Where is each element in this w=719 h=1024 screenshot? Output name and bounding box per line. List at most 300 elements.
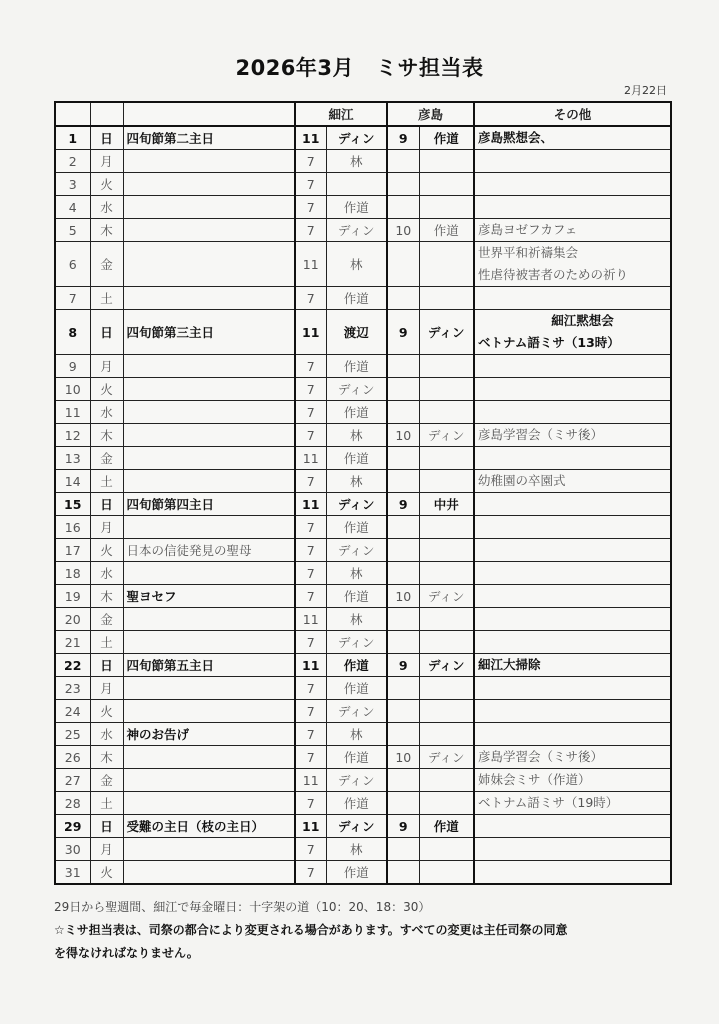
table-row bbox=[55, 769, 671, 792]
footer-notes bbox=[54, 896, 684, 965]
hikoshima-priest-cell: 中井 bbox=[419, 493, 474, 516]
hosoe-time-cell: 11 bbox=[295, 242, 326, 287]
feast-cell bbox=[123, 355, 295, 378]
other-note: 細江大掃除 bbox=[478, 657, 541, 672]
hikoshima-priest-cell bbox=[419, 769, 474, 792]
hosoe-priest-cell: ディン bbox=[326, 539, 387, 562]
hikoshima-priest-cell: 作道 bbox=[419, 815, 474, 838]
other-cell bbox=[474, 126, 671, 150]
hikoshima-priest-cell: 作道 bbox=[419, 219, 474, 242]
weekday-cell: 土 bbox=[90, 792, 123, 815]
hikoshima-priest-cell bbox=[419, 173, 474, 196]
hikoshima-time-cell bbox=[387, 861, 419, 885]
hikoshima-priest-cell: ディン bbox=[419, 654, 474, 677]
feast-cell bbox=[123, 378, 295, 401]
day-cell: 29 bbox=[55, 815, 90, 838]
hikoshima-priest-cell bbox=[419, 631, 474, 654]
other-note: ベトナム語ミサ（19時） bbox=[478, 795, 619, 810]
other-cell bbox=[474, 608, 671, 631]
hosoe-priest-cell: 林 bbox=[326, 608, 387, 631]
hikoshima-priest-cell bbox=[419, 196, 474, 219]
hosoe-priest-cell: 作道 bbox=[326, 196, 387, 219]
table-row bbox=[55, 219, 671, 242]
weekday-cell: 土 bbox=[90, 631, 123, 654]
other-note: 彦島学習会（ミサ後） bbox=[478, 427, 604, 442]
hosoe-time-cell: 11 bbox=[295, 769, 326, 792]
hosoe-priest-cell: ディン bbox=[326, 631, 387, 654]
hikoshima-priest-cell bbox=[419, 516, 474, 539]
table-row bbox=[55, 585, 671, 608]
day-cell: 5 bbox=[55, 219, 90, 242]
hosoe-priest-cell: ディン bbox=[326, 126, 387, 150]
hosoe-time-cell: 7 bbox=[295, 585, 326, 608]
change-notice-line2: を得なければなりません。 bbox=[54, 946, 199, 960]
other-cell bbox=[474, 746, 671, 769]
hikoshima-time-cell bbox=[387, 196, 419, 219]
weekday-cell: 日 bbox=[90, 815, 123, 838]
other-cell bbox=[474, 378, 671, 401]
table-row bbox=[55, 378, 671, 401]
hikoshima-priest-cell: ディン bbox=[419, 746, 474, 769]
feast-cell bbox=[123, 769, 295, 792]
day-cell: 7 bbox=[55, 287, 90, 310]
hosoe-priest-cell: 林 bbox=[326, 723, 387, 746]
hosoe-priest-cell: ディン bbox=[326, 493, 387, 516]
day-cell: 15 bbox=[55, 493, 90, 516]
other-cell bbox=[474, 585, 671, 608]
other-note: 細江黙想会 bbox=[551, 313, 614, 328]
day-cell: 11 bbox=[55, 401, 90, 424]
hosoe-time-cell: 11 bbox=[295, 654, 326, 677]
day-cell: 28 bbox=[55, 792, 90, 815]
hikoshima-time-cell: 9 bbox=[387, 654, 419, 677]
hosoe-priest-cell: 林 bbox=[326, 150, 387, 173]
day-cell: 19 bbox=[55, 585, 90, 608]
day-cell: 9 bbox=[55, 355, 90, 378]
hikoshima-time-cell: 10 bbox=[387, 746, 419, 769]
other-note: 姉妹会ミサ（作道） bbox=[478, 772, 591, 787]
table-row bbox=[55, 493, 671, 516]
hikoshima-time-cell bbox=[387, 150, 419, 173]
hikoshima-time-cell bbox=[387, 700, 419, 723]
hosoe-time-cell: 7 bbox=[295, 470, 326, 493]
table-row bbox=[55, 401, 671, 424]
other-cell bbox=[474, 424, 671, 447]
feast-cell: 四旬節第五主日 bbox=[123, 654, 295, 677]
hosoe-time-cell: 7 bbox=[295, 562, 326, 585]
page-title bbox=[0, 52, 719, 82]
weekday-cell: 日 bbox=[90, 310, 123, 355]
hikoshima-priest-cell bbox=[419, 150, 474, 173]
table-row bbox=[55, 173, 671, 196]
hikoshima-priest-cell: ディン bbox=[419, 424, 474, 447]
weekday-cell: 火 bbox=[90, 861, 123, 885]
feast-cell bbox=[123, 219, 295, 242]
issue-date: 2月22日 bbox=[624, 84, 667, 97]
hosoe-priest-cell: 作道 bbox=[326, 287, 387, 310]
hosoe-time-cell: 7 bbox=[295, 723, 326, 746]
holy-week-note: 29日から聖週間、細江で毎金曜日：十字架の道（10：20、18：30） bbox=[54, 900, 431, 914]
weekday-cell: 日 bbox=[90, 493, 123, 516]
header-hosoe: 細江 bbox=[295, 102, 387, 126]
hosoe-priest-cell: ディン bbox=[326, 815, 387, 838]
weekday-cell: 金 bbox=[90, 242, 123, 287]
hosoe-priest-cell: 林 bbox=[326, 470, 387, 493]
other-cell bbox=[474, 287, 671, 310]
header-hikoshima: 彦島 bbox=[387, 102, 474, 126]
weekday-cell: 月 bbox=[90, 516, 123, 539]
table-row bbox=[55, 792, 671, 815]
hosoe-priest-cell: 作道 bbox=[326, 792, 387, 815]
hikoshima-time-cell bbox=[387, 401, 419, 424]
hikoshima-time-cell: 9 bbox=[387, 126, 419, 150]
weekday-cell: 金 bbox=[90, 769, 123, 792]
hikoshima-priest-cell: ディン bbox=[419, 310, 474, 355]
hosoe-priest-cell: 作道 bbox=[326, 861, 387, 885]
feast-cell bbox=[123, 516, 295, 539]
hikoshima-time-cell: 9 bbox=[387, 493, 419, 516]
hikoshima-priest-cell bbox=[419, 700, 474, 723]
weekday-cell: 火 bbox=[90, 539, 123, 562]
header-day bbox=[55, 102, 90, 126]
other-cell bbox=[474, 173, 671, 196]
weekday-cell: 月 bbox=[90, 355, 123, 378]
day-cell: 23 bbox=[55, 677, 90, 700]
hosoe-priest-cell: ディン bbox=[326, 700, 387, 723]
hikoshima-priest-cell bbox=[419, 562, 474, 585]
hosoe-time-cell: 11 bbox=[295, 815, 326, 838]
hikoshima-priest-cell bbox=[419, 287, 474, 310]
weekday-cell: 金 bbox=[90, 608, 123, 631]
hikoshima-time-cell bbox=[387, 242, 419, 287]
table-row bbox=[55, 287, 671, 310]
header-feast bbox=[123, 102, 295, 126]
hikoshima-time-cell: 10 bbox=[387, 585, 419, 608]
hikoshima-priest-cell bbox=[419, 401, 474, 424]
weekday-cell: 月 bbox=[90, 150, 123, 173]
feast-cell: 聖ヨセフ bbox=[123, 585, 295, 608]
feast-cell: 四旬節第四主日 bbox=[123, 493, 295, 516]
weekday-cell: 月 bbox=[90, 677, 123, 700]
hosoe-time-cell: 7 bbox=[295, 700, 326, 723]
day-cell: 12 bbox=[55, 424, 90, 447]
day-cell: 2 bbox=[55, 150, 90, 173]
feast-cell: 四旬節第三主日 bbox=[123, 310, 295, 355]
table-header-row bbox=[55, 102, 671, 126]
feast-cell bbox=[123, 838, 295, 861]
hikoshima-priest-cell bbox=[419, 470, 474, 493]
feast-cell bbox=[123, 861, 295, 885]
weekday-cell: 木 bbox=[90, 585, 123, 608]
other-note: 世界平和祈禱集会 bbox=[478, 245, 579, 260]
other-cell bbox=[474, 196, 671, 219]
hosoe-time-cell: 7 bbox=[295, 792, 326, 815]
table-row bbox=[55, 126, 671, 150]
hikoshima-time-cell bbox=[387, 516, 419, 539]
hikoshima-time-cell bbox=[387, 631, 419, 654]
day-cell: 27 bbox=[55, 769, 90, 792]
weekday-cell: 土 bbox=[90, 287, 123, 310]
day-cell: 20 bbox=[55, 608, 90, 631]
table-row bbox=[55, 654, 671, 677]
other-note: ベトナム語ミサ（13時） bbox=[478, 335, 620, 350]
day-cell: 17 bbox=[55, 539, 90, 562]
table-row bbox=[55, 723, 671, 746]
feast-cell bbox=[123, 677, 295, 700]
hikoshima-priest-cell bbox=[419, 861, 474, 885]
hikoshima-time-cell bbox=[387, 447, 419, 470]
hikoshima-time-cell bbox=[387, 608, 419, 631]
day-cell: 26 bbox=[55, 746, 90, 769]
hosoe-time-cell: 7 bbox=[295, 355, 326, 378]
hikoshima-time-cell bbox=[387, 378, 419, 401]
hosoe-time-cell: 11 bbox=[295, 310, 326, 355]
table-row bbox=[55, 424, 671, 447]
table-row bbox=[55, 516, 671, 539]
hikoshima-time-cell: 10 bbox=[387, 219, 419, 242]
hikoshima-time-cell bbox=[387, 287, 419, 310]
title-month: 2026年3月 bbox=[235, 56, 355, 80]
hosoe-priest-cell: 林 bbox=[326, 562, 387, 585]
hikoshima-priest-cell: 作道 bbox=[419, 126, 474, 150]
hikoshima-time-cell bbox=[387, 769, 419, 792]
table-row bbox=[55, 539, 671, 562]
other-cell bbox=[474, 769, 671, 792]
hikoshima-priest-cell bbox=[419, 838, 474, 861]
hosoe-priest-cell: 作道 bbox=[326, 677, 387, 700]
other-note: 彦島黙想会、 bbox=[478, 130, 554, 145]
hosoe-time-cell: 7 bbox=[295, 631, 326, 654]
day-cell: 16 bbox=[55, 516, 90, 539]
hosoe-priest-cell: 作道 bbox=[326, 654, 387, 677]
feast-cell: 受難の主日（枝の主日） bbox=[123, 815, 295, 838]
hikoshima-time-cell bbox=[387, 723, 419, 746]
feast-cell: 四旬節第二主日 bbox=[123, 126, 295, 150]
feast-cell bbox=[123, 424, 295, 447]
other-cell bbox=[474, 815, 671, 838]
weekday-cell: 火 bbox=[90, 378, 123, 401]
hikoshima-time-cell: 9 bbox=[387, 815, 419, 838]
hikoshima-priest-cell: ディン bbox=[419, 585, 474, 608]
hosoe-time-cell: 7 bbox=[295, 150, 326, 173]
other-cell bbox=[474, 861, 671, 885]
table-row bbox=[55, 310, 671, 355]
weekday-cell: 月 bbox=[90, 838, 123, 861]
hosoe-priest-cell: 作道 bbox=[326, 355, 387, 378]
hosoe-time-cell: 7 bbox=[295, 401, 326, 424]
other-cell bbox=[474, 310, 671, 355]
other-cell bbox=[474, 516, 671, 539]
hikoshima-time-cell bbox=[387, 355, 419, 378]
hikoshima-time-cell bbox=[387, 677, 419, 700]
other-cell bbox=[474, 700, 671, 723]
other-cell bbox=[474, 242, 671, 287]
day-cell: 3 bbox=[55, 173, 90, 196]
hosoe-priest-cell: 作道 bbox=[326, 746, 387, 769]
hikoshima-time-cell: 10 bbox=[387, 424, 419, 447]
day-cell: 30 bbox=[55, 838, 90, 861]
weekday-cell: 木 bbox=[90, 219, 123, 242]
day-cell: 22 bbox=[55, 654, 90, 677]
hosoe-priest-cell: 作道 bbox=[326, 585, 387, 608]
table-row bbox=[55, 562, 671, 585]
hosoe-priest-cell: 林 bbox=[326, 424, 387, 447]
day-cell: 8 bbox=[55, 310, 90, 355]
weekday-cell: 火 bbox=[90, 700, 123, 723]
hosoe-time-cell: 7 bbox=[295, 539, 326, 562]
hosoe-time-cell: 11 bbox=[295, 608, 326, 631]
table-row bbox=[55, 242, 671, 287]
table-row bbox=[55, 150, 671, 173]
hikoshima-priest-cell bbox=[419, 723, 474, 746]
weekday-cell: 土 bbox=[90, 470, 123, 493]
table-row bbox=[55, 815, 671, 838]
other-cell bbox=[474, 562, 671, 585]
hikoshima-priest-cell bbox=[419, 378, 474, 401]
day-cell: 31 bbox=[55, 861, 90, 885]
hikoshima-time-cell bbox=[387, 173, 419, 196]
other-cell bbox=[474, 539, 671, 562]
feast-cell: 神のお告げ bbox=[123, 723, 295, 746]
other-cell bbox=[474, 677, 671, 700]
title-name: ミサ担当表 bbox=[376, 56, 484, 80]
other-cell bbox=[474, 631, 671, 654]
other-note: 性虐待被害者のための祈り bbox=[478, 267, 629, 282]
other-note: 幼稚園の卒園式 bbox=[478, 473, 566, 488]
day-cell: 18 bbox=[55, 562, 90, 585]
day-cell: 25 bbox=[55, 723, 90, 746]
weekday-cell: 金 bbox=[90, 447, 123, 470]
table-row bbox=[55, 608, 671, 631]
other-cell bbox=[474, 470, 671, 493]
hikoshima-priest-cell bbox=[419, 447, 474, 470]
feast-cell bbox=[123, 401, 295, 424]
day-cell: 1 bbox=[55, 126, 90, 150]
other-cell bbox=[474, 838, 671, 861]
hikoshima-time-cell bbox=[387, 470, 419, 493]
feast-cell bbox=[123, 196, 295, 219]
table-row bbox=[55, 700, 671, 723]
weekday-cell: 水 bbox=[90, 401, 123, 424]
hikoshima-time-cell: 9 bbox=[387, 310, 419, 355]
hikoshima-time-cell bbox=[387, 562, 419, 585]
other-cell bbox=[474, 723, 671, 746]
hikoshima-priest-cell bbox=[419, 355, 474, 378]
hosoe-priest-cell: 作道 bbox=[326, 447, 387, 470]
hikoshima-time-cell bbox=[387, 792, 419, 815]
weekday-cell: 火 bbox=[90, 173, 123, 196]
hosoe-time-cell: 7 bbox=[295, 746, 326, 769]
other-cell bbox=[474, 150, 671, 173]
hosoe-priest-cell: 作道 bbox=[326, 516, 387, 539]
hosoe-time-cell: 7 bbox=[295, 287, 326, 310]
feast-cell bbox=[123, 287, 295, 310]
hosoe-priest-cell: ディン bbox=[326, 219, 387, 242]
hosoe-priest-cell: 林 bbox=[326, 838, 387, 861]
hosoe-time-cell: 7 bbox=[295, 173, 326, 196]
hosoe-priest-cell: ディン bbox=[326, 378, 387, 401]
weekday-cell: 水 bbox=[90, 196, 123, 219]
day-cell: 6 bbox=[55, 242, 90, 287]
weekday-cell: 日 bbox=[90, 126, 123, 150]
weekday-cell: 木 bbox=[90, 746, 123, 769]
hosoe-time-cell: 11 bbox=[295, 447, 326, 470]
day-cell: 21 bbox=[55, 631, 90, 654]
hosoe-time-cell: 7 bbox=[295, 219, 326, 242]
other-cell bbox=[474, 792, 671, 815]
table-row bbox=[55, 355, 671, 378]
weekday-cell: 水 bbox=[90, 723, 123, 746]
hikoshima-priest-cell bbox=[419, 242, 474, 287]
other-note: 彦島学習会（ミサ後） bbox=[478, 749, 604, 764]
other-cell bbox=[474, 355, 671, 378]
hosoe-time-cell: 7 bbox=[295, 424, 326, 447]
hosoe-time-cell: 7 bbox=[295, 677, 326, 700]
feast-cell bbox=[123, 447, 295, 470]
feast-cell bbox=[123, 562, 295, 585]
hikoshima-time-cell bbox=[387, 838, 419, 861]
table-row bbox=[55, 677, 671, 700]
table-row bbox=[55, 196, 671, 219]
mass-schedule-table bbox=[54, 101, 672, 885]
other-note: 彦島ヨゼフカフェ bbox=[478, 222, 578, 237]
other-cell bbox=[474, 219, 671, 242]
other-cell bbox=[474, 401, 671, 424]
weekday-cell: 水 bbox=[90, 562, 123, 585]
hikoshima-priest-cell bbox=[419, 792, 474, 815]
hosoe-time-cell: 7 bbox=[295, 378, 326, 401]
day-cell: 13 bbox=[55, 447, 90, 470]
table-row bbox=[55, 838, 671, 861]
hosoe-time-cell: 11 bbox=[295, 126, 326, 150]
feast-cell bbox=[123, 242, 295, 287]
hosoe-time-cell: 7 bbox=[295, 838, 326, 861]
day-cell: 10 bbox=[55, 378, 90, 401]
hikoshima-priest-cell bbox=[419, 677, 474, 700]
hikoshima-time-cell bbox=[387, 539, 419, 562]
hosoe-priest-cell: 林 bbox=[326, 242, 387, 287]
hosoe-priest-cell: 渡辺 bbox=[326, 310, 387, 355]
feast-cell bbox=[123, 746, 295, 769]
table-row bbox=[55, 447, 671, 470]
hikoshima-priest-cell bbox=[419, 539, 474, 562]
table-row bbox=[55, 861, 671, 885]
day-cell: 14 bbox=[55, 470, 90, 493]
hosoe-time-cell: 7 bbox=[295, 861, 326, 885]
hosoe-time-cell: 11 bbox=[295, 493, 326, 516]
hikoshima-priest-cell bbox=[419, 608, 474, 631]
table-row bbox=[55, 470, 671, 493]
feast-cell bbox=[123, 608, 295, 631]
feast-cell bbox=[123, 700, 295, 723]
hosoe-priest-cell bbox=[326, 173, 387, 196]
weekday-cell: 木 bbox=[90, 424, 123, 447]
hosoe-priest-cell: 作道 bbox=[326, 401, 387, 424]
weekday-cell: 日 bbox=[90, 654, 123, 677]
day-cell: 24 bbox=[55, 700, 90, 723]
hosoe-time-cell: 7 bbox=[295, 516, 326, 539]
table-row bbox=[55, 746, 671, 769]
other-cell bbox=[474, 447, 671, 470]
feast-cell bbox=[123, 150, 295, 173]
feast-cell bbox=[123, 792, 295, 815]
other-cell bbox=[474, 493, 671, 516]
header-other: その他 bbox=[474, 102, 671, 126]
feast-cell bbox=[123, 173, 295, 196]
hosoe-time-cell: 7 bbox=[295, 196, 326, 219]
table-row bbox=[55, 631, 671, 654]
change-notice-line1: ☆ミサ担当表は、司祭の都合により変更される場合があります。すべての変更は主任司祭の同意 bbox=[54, 923, 568, 937]
